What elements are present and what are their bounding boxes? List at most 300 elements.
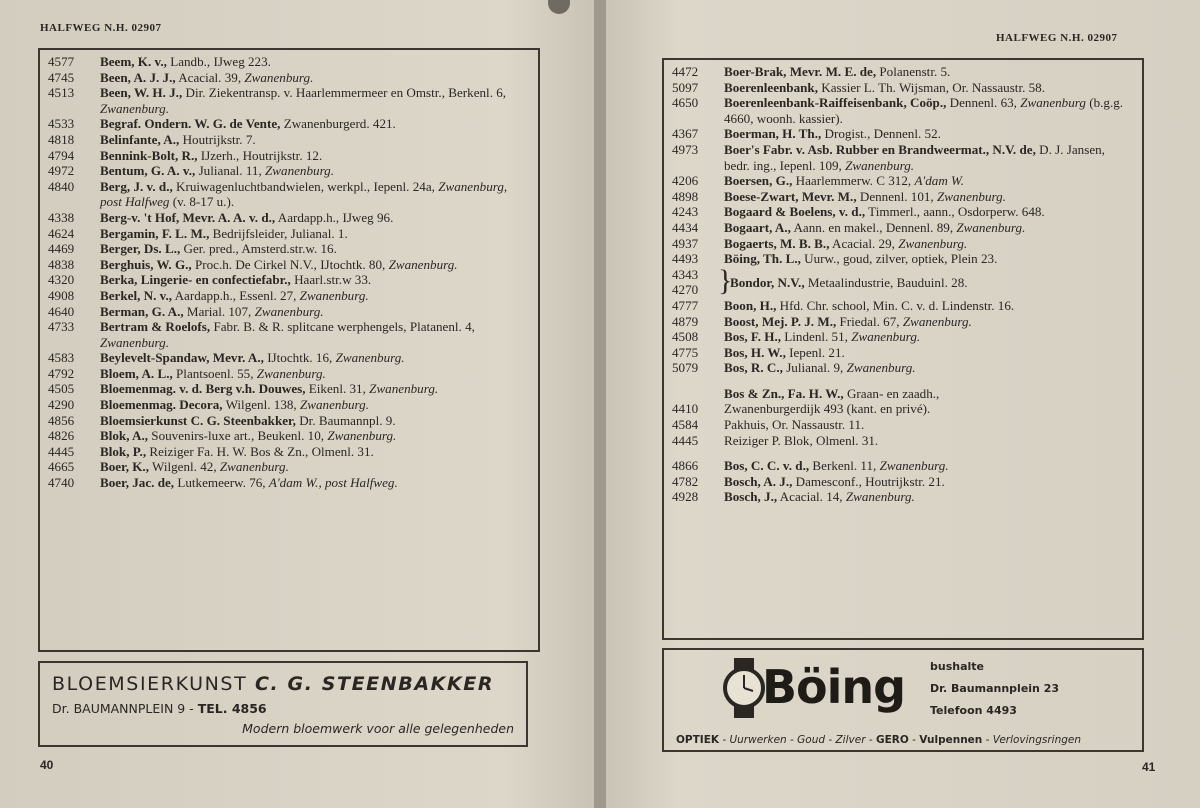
entry-name: Bos, C. C. v. d., — [724, 458, 810, 474]
entry-details: Iepenl. 21. — [785, 344, 845, 360]
directory-entry — [48, 304, 530, 320]
entry-name: Berger, Ds. L., — [100, 241, 181, 257]
entry-text — [724, 126, 1134, 142]
ad-phone: TEL. 4856 — [197, 701, 267, 716]
left-page — [0, 0, 594, 808]
entry-text — [100, 132, 530, 148]
entry-name: Berghuis, W. G., — [100, 256, 192, 272]
entry-details: Aardapp.h., Essenl. 27, — [172, 287, 300, 303]
entry-details: Bedrijfsleider, Julianal. 1. — [209, 225, 348, 241]
phone-number: 4898 — [672, 188, 699, 204]
entry-place: Zwanenburg. — [851, 329, 921, 345]
entry-text — [724, 251, 1134, 267]
entry-name: Bosch, J., — [724, 489, 778, 505]
phone-number: 4650 — [672, 95, 699, 111]
entry-place: A'dam W., post Halfweg. — [268, 475, 398, 491]
entry-name: Boon, H., — [724, 297, 777, 313]
entry-details: Graan- en zaadh., — [843, 385, 940, 401]
entry-name: Bondor, N.V., — [730, 274, 805, 290]
phone-number: 4826 — [48, 428, 75, 444]
entry-details: Drogist., Dennenl. 52. — [821, 126, 941, 142]
entry-place: Zwanenburg. — [256, 365, 326, 381]
entry-details: Timmerl., aann., Osdorperw. 648. — [865, 204, 1045, 220]
entry-text — [100, 475, 530, 491]
running-head-left: HALFWEG N.H. 02907 — [40, 22, 162, 34]
services-mid: - Uurwerken - Goud - Zilver - — [719, 734, 876, 746]
directory-entry — [48, 241, 530, 257]
directory-entry — [672, 433, 1134, 449]
directory-entry — [672, 64, 1134, 80]
entry-name: Blok, A., — [100, 428, 149, 444]
services-end: - Verlovingsringen — [982, 734, 1082, 746]
directory-entry — [48, 319, 530, 350]
entry-name: Boer, K., — [100, 459, 149, 475]
entry-text — [724, 189, 1134, 205]
entry-text — [100, 444, 530, 460]
phone-number: 4794 — [48, 147, 75, 163]
entry-name: Blok, P., — [100, 443, 147, 459]
entry-name: Berman, G. A., — [100, 303, 184, 319]
entry-details: Pakhuis, Or. Nassaustr. 11. — [724, 417, 865, 433]
directory-entry — [672, 204, 1134, 220]
ad-headline-prefix: BLOEMSIERKUNST — [52, 673, 248, 695]
entry-text — [100, 85, 530, 116]
ad-address-text: Dr. BAUMANNPLEIN 9 - — [52, 701, 198, 716]
entry-place: Zwanenburg. — [265, 163, 335, 179]
directory-entry — [672, 220, 1134, 236]
directory-entry — [48, 272, 530, 288]
entry-name: Boer, Jac. de, — [100, 475, 175, 491]
entry-details: Julianal. 11, — [195, 163, 266, 179]
directory-entry — [48, 54, 530, 70]
directory-entry — [48, 397, 530, 413]
directory-entry — [672, 95, 1134, 126]
entry-name: Berka, Lingerie- en confectiefabr., — [100, 272, 291, 288]
phone-number: 4937 — [672, 235, 699, 251]
phone-number: 4513 — [48, 85, 75, 101]
phone-number: 4640 — [48, 303, 75, 319]
entry-text — [724, 64, 1134, 80]
ad-info-phone: Telefoon 4493 — [930, 704, 1017, 717]
phone-number: 4733 — [48, 319, 75, 335]
directory-entry — [672, 189, 1134, 205]
ad-boing — [662, 648, 1144, 752]
entry-name: Belinfante, A., — [100, 131, 180, 147]
directory-entry — [48, 85, 530, 116]
directory-entry — [672, 80, 1134, 96]
directory-entry — [672, 458, 1134, 474]
entry-text — [100, 163, 530, 179]
services-dash: - — [908, 734, 920, 746]
entry-details: Lutkemeerw. 76, — [174, 475, 269, 491]
entry-text — [100, 366, 530, 382]
phone-number: 4533 — [48, 116, 75, 132]
entry-details: Acacial. 14, — [777, 489, 846, 505]
entry-place: Zwanenburg. — [845, 489, 915, 505]
directory-entry — [672, 329, 1134, 345]
entry-details: Marial. 107, — [183, 303, 255, 319]
entry-place: Zwanenburg. — [100, 100, 169, 116]
phone-number: 4973 — [672, 141, 699, 157]
entry-text — [724, 204, 1134, 220]
entry-name: Berkel, N. v., — [100, 287, 173, 303]
phone-number: 4243 — [672, 204, 699, 220]
entry-place: Zwanenburg. — [299, 397, 369, 413]
entry-details: Wilgenl. 138, — [222, 397, 300, 413]
directory-entry — [48, 70, 530, 86]
directory-entry — [48, 210, 530, 226]
entry-details: Polanenstr. 5. — [876, 64, 951, 79]
directory-entry — [672, 401, 1134, 417]
entry-place: Zwanenburg. — [388, 256, 458, 272]
directory-entry — [672, 126, 1134, 142]
page-number-left: 40 — [40, 758, 54, 772]
entry-text — [724, 220, 1134, 236]
directory-entry — [672, 298, 1134, 314]
entry-details: Fabr. B. & R. splitcane werphengels, Platanenl. 4, — [210, 319, 475, 335]
entry-name: Bosch, A. J., — [724, 473, 793, 489]
entry-place: Zwanenburg. — [254, 303, 324, 319]
entry-name: Bogaard & Boelens, v. d., — [724, 204, 866, 220]
phone-number: 5079 — [672, 360, 699, 376]
services-gero: GERO — [875, 734, 909, 746]
ad-boing-info — [930, 656, 1059, 722]
phone-number: 4775 — [672, 344, 699, 360]
entry-text — [724, 474, 1134, 490]
empty-number — [672, 386, 724, 402]
entry-text — [100, 257, 530, 273]
phone-number: 4493 — [672, 251, 699, 267]
entry-details: IJtochtk. 16, — [263, 350, 336, 366]
entry-place: Zwanenburg. — [219, 459, 289, 475]
directory-entry — [48, 413, 530, 429]
directory-entry-paired — [672, 263, 1134, 298]
entry-place: Zwanenburg — [1020, 95, 1086, 111]
entry-text — [100, 304, 530, 320]
entry-text — [724, 80, 1134, 96]
entry-name: Bertram & Roelofs, — [100, 319, 211, 335]
directory-entry — [48, 475, 530, 491]
entry-details: Dr. Baumannpl. 9. — [295, 412, 396, 428]
entry-name: Berg-v. 't Hof, Mevr. A. A. v. d., — [100, 209, 276, 225]
entry-details: Haarlemmerw. C 312, — [792, 173, 915, 189]
entry-text — [724, 142, 1134, 173]
entry-place: Zwanenburg. — [898, 235, 968, 251]
phone-number: 4445 — [48, 443, 75, 459]
directory-entry — [672, 236, 1134, 252]
directory-entry — [672, 489, 1134, 505]
directory-entry — [48, 148, 530, 164]
left-listing — [38, 48, 540, 652]
entry-details: Metaalindustrie, Bauduinl. 28. — [804, 274, 968, 290]
entry-text — [724, 95, 1134, 126]
phone-number: 4508 — [672, 329, 699, 345]
entry-name: Boese-Zwart, Mevr. M., — [724, 188, 857, 204]
entry-place: Zwanenburg. — [244, 69, 314, 85]
entry-details: Haarl.str.w 33. — [290, 272, 372, 288]
entry-text — [100, 148, 530, 164]
entry-name: Boer's Fabr. v. Asb. Rubber en Brandweermat., N.V. de, — [724, 141, 1036, 157]
entry-text — [100, 54, 530, 70]
entry-text — [100, 116, 530, 132]
entry-details: Damesconf., Houtrijkstr. 21. — [792, 473, 945, 489]
entry-name: Beem, K. v., — [100, 54, 167, 69]
entry-text — [100, 288, 530, 304]
entry-place: Zwanenburg. — [879, 458, 949, 474]
phone-number: 4745 — [48, 69, 75, 85]
entry-details: Reiziger P. Blok, Olmenl. 31. — [724, 432, 879, 448]
entry-place: A'dam W. — [914, 173, 965, 189]
phone-number: 4818 — [48, 131, 75, 147]
entry-details: Kassier L. Th. Wijsman, Or. Nassaustr. 58. — [817, 79, 1046, 95]
services-vulpennen: Vulpennen — [919, 734, 983, 746]
entry-name: Bergamin, F. L. M., — [100, 225, 210, 241]
entry-details: Uurw., goud, zilver, optiek, Plein 23. — [800, 251, 998, 267]
entry-place: Zwanenburg. — [100, 334, 169, 350]
book-gutter — [594, 0, 606, 808]
entry-name: Böing, Th. L., — [724, 251, 801, 267]
ad-boing-services — [676, 734, 1134, 746]
entry-details: Aardapp.h., IJweg 96. — [275, 209, 394, 225]
entry-details: Dennenl. 63, — [946, 95, 1021, 111]
entry-name: Bogaart, A., — [724, 219, 791, 235]
entry-name: Bloem, A. L., — [100, 365, 173, 381]
entry-details: Plantsoenl. 55, — [172, 365, 257, 381]
entry-details: Dir. Ziekentransp. v. Haarlemmermeer en Omstr., Berkenl. 6, — [182, 85, 507, 101]
entry-name: Berg, J. v. d., — [100, 178, 173, 194]
directory-entry — [48, 381, 530, 397]
phone-number: 4577 — [48, 54, 75, 69]
directory-entry — [672, 474, 1134, 490]
entry-text — [100, 459, 530, 475]
phone-number: 4343 — [672, 266, 699, 282]
phone-number: 4879 — [672, 313, 699, 329]
entry-place: Zwanenburg. — [846, 360, 916, 376]
directory-entry — [48, 257, 530, 273]
entry-tail: (v. 8-17 u.). — [169, 194, 235, 210]
phone-number: 4928 — [672, 489, 699, 505]
services-optiek: OPTIEK — [676, 734, 719, 746]
entry-details: Acacial. 39, — [175, 69, 245, 85]
entry-place: Zwanenburg, post Halfweg — [100, 178, 508, 210]
entry-details: Lindenl. 51, — [781, 329, 852, 345]
entry-details: IJzerh., Houtrijkstr. 12. — [197, 147, 323, 163]
watch-icon — [720, 658, 768, 718]
entry-text — [724, 489, 1134, 505]
entry-name: Boerman, H. Th., — [724, 126, 822, 142]
phone-number: 4792 — [48, 365, 75, 381]
phone-number: 4838 — [48, 256, 75, 272]
entry-name: Bloemenmag. Decora, — [100, 397, 223, 413]
entry-text — [724, 433, 1134, 449]
entry-name: Bentum, G. A. v., — [100, 163, 196, 179]
entry-name: Begraf. Ondern. W. G. de Vente, — [100, 116, 281, 132]
entry-name: Boerenleenbank-Raiffeisenbank, Coöp., — [724, 95, 947, 111]
phone-number: 4777 — [672, 297, 699, 313]
phone-number: 4338 — [48, 209, 75, 225]
entry-text — [100, 210, 530, 226]
phone-number: 4866 — [672, 458, 699, 474]
entry-name: Bloemsierkunst C. G. Steenbakker, — [100, 412, 296, 428]
directory-entry — [48, 163, 530, 179]
entry-text — [724, 314, 1134, 330]
entry-name: Bennink-Bolt, R., — [100, 147, 198, 163]
entry-details: Proc.h. De Cirkel N.V., IJtochtk. 80, — [191, 256, 389, 272]
ad-info-bushalte: bushalte — [930, 660, 984, 673]
phone-number: 4445 — [672, 432, 699, 448]
entry-details: Souvenirs-luxe art., Beukenl. 10, — [148, 428, 328, 444]
entry-text — [724, 360, 1134, 376]
phone-number: 4434 — [672, 219, 699, 235]
entry-details: Zwanenburgerd. 421. — [280, 116, 396, 132]
phone-number: 4472 — [672, 64, 699, 79]
entry-text — [724, 329, 1134, 345]
directory-entry — [48, 226, 530, 242]
entry-name: Been, A. J. J., — [100, 69, 176, 85]
phone-number: 4782 — [672, 473, 699, 489]
ad-slogan: Modern bloemwerk voor alle gelegenheden — [242, 721, 514, 736]
entry-details: Acacial. 29, — [829, 235, 899, 251]
entry-text — [100, 272, 530, 288]
entry-place: Zwanenburg. — [335, 350, 405, 366]
ad-headline — [52, 673, 494, 695]
directory-entry — [672, 173, 1134, 189]
directory-entry — [672, 142, 1134, 173]
entry-text — [724, 401, 1134, 417]
directory-entry — [672, 360, 1134, 376]
entry-name: Bos & Zn., Fa. H. W., — [724, 385, 844, 401]
entry-name: Bos, H. W., — [724, 344, 786, 360]
entry-text — [724, 236, 1134, 252]
entry-name: Bloemenmag. v. d. Berg v.h. Douwes, — [100, 381, 306, 397]
page-number-right: 41 — [1142, 760, 1156, 774]
entry-name: Boost, Mej. P. J. M., — [724, 313, 837, 329]
phone-number: 4840 — [48, 178, 75, 194]
entry-text — [726, 275, 968, 291]
directory-entry — [48, 116, 530, 132]
ad-info-address: Dr. Baumannplein 23 — [930, 682, 1060, 695]
directory-entry — [48, 350, 530, 366]
entry-name: Bos, F. H., — [724, 329, 781, 345]
entry-text — [100, 226, 530, 242]
phone-number: 4270 — [672, 282, 699, 298]
directory-entry — [672, 251, 1134, 267]
ad-headline-name: C. G. STEENBAKKER — [254, 673, 495, 695]
phone-number: 4972 — [48, 163, 75, 179]
entry-name: Beylevelt-Spandaw, Mevr. A., — [100, 350, 264, 366]
entry-name: Boersen, G., — [724, 173, 793, 189]
entry-text — [100, 70, 530, 86]
entry-details: Friedal. 67, — [836, 313, 903, 329]
entry-place: Zwanenburg. — [369, 381, 439, 397]
group-header — [672, 386, 1134, 402]
phone-number: 4740 — [48, 475, 75, 491]
directory-entry — [672, 417, 1134, 433]
ad-bloemsierkunst — [38, 661, 528, 747]
brace-icon: } — [718, 263, 733, 297]
entry-name: Bos, R. C., — [724, 360, 783, 376]
entry-place: Zwanenburg. — [327, 428, 397, 444]
running-head-right: HALFWEG N.H. 02907 — [996, 32, 1118, 44]
phone-number: 4908 — [48, 287, 75, 303]
entry-details: Dennenl. 101, — [856, 188, 937, 204]
entry-text — [724, 458, 1134, 474]
phone-number: 4410 — [672, 401, 699, 417]
directory-entry — [672, 314, 1134, 330]
entry-tail: (b.g.g. 4660, woonh. kassier). — [724, 95, 1124, 126]
phone-number: 4469 — [48, 241, 75, 257]
boing-logo: Böing — [762, 660, 906, 714]
directory-entry — [48, 179, 530, 210]
entry-text — [724, 386, 1134, 402]
directory-entry — [48, 428, 530, 444]
entry-place: Zwanenburg. — [845, 157, 915, 173]
right-page — [606, 0, 1200, 808]
entry-name: Boer-Brak, Mevr. M. E. de, — [724, 64, 877, 79]
paired-numbers — [672, 267, 718, 298]
phone-number: 4320 — [48, 272, 75, 288]
entry-details: Berkenl. 11, — [809, 458, 880, 474]
directory-entry — [48, 132, 530, 148]
entry-text — [724, 417, 1134, 433]
entry-text — [100, 413, 530, 429]
directory-entry — [672, 345, 1134, 361]
phone-number: 4290 — [48, 397, 75, 413]
entry-name: Boerenleenbank, — [724, 79, 818, 95]
entry-text — [100, 319, 530, 350]
entry-details: Kruiwagenluchtbandwielen, werkpl., Iepenl. 24a, — [172, 178, 439, 194]
entry-details: Reiziger Fa. H. W. Bos & Zn., Olmenl. 31. — [146, 443, 374, 459]
entry-name: Bogaerts, M. B. B., — [724, 235, 830, 251]
entry-place: Zwanenburg. — [299, 287, 369, 303]
phone-number: 4367 — [672, 126, 699, 142]
entry-details: Eikenl. 31, — [305, 381, 370, 397]
entry-details: Aann. en makel., Dennenl. 89, — [790, 219, 957, 235]
phone-number: 4584 — [672, 417, 699, 433]
entry-text — [100, 428, 530, 444]
entry-text — [100, 397, 530, 413]
entry-text — [724, 345, 1134, 361]
entry-details: Julianal. 9, — [782, 360, 847, 376]
entry-text — [100, 381, 530, 397]
entry-text — [724, 298, 1134, 314]
entry-place: Zwanenburg. — [936, 188, 1006, 204]
entry-details: Ger. pred., Amsterd.str.w. 16. — [180, 241, 337, 257]
entry-name: Been, W. H. J., — [100, 85, 183, 101]
right-listing — [662, 58, 1144, 640]
entry-details: Landb., IJweg 223. — [166, 54, 271, 69]
phone-number: 4856 — [48, 412, 75, 428]
entry-details: Hfd. Chr. school, Min. C. v. d. Lindenstr. 16. — [776, 297, 1015, 313]
phone-number: 5097 — [672, 79, 699, 95]
entry-text — [100, 350, 530, 366]
phone-number: 4665 — [48, 459, 75, 475]
entry-text — [100, 241, 530, 257]
phone-number: 4583 — [48, 350, 75, 366]
entry-details: Wilgenl. 42, — [148, 459, 220, 475]
directory-entry — [48, 288, 530, 304]
entry-text — [724, 173, 1134, 189]
entry-details: Houtrijkstr. 7. — [179, 131, 256, 147]
directory-entry — [48, 459, 530, 475]
phone-number: 4624 — [48, 225, 75, 241]
phone-number: 4206 — [672, 173, 699, 189]
entry-details: Zwanenburgerdijk 493 (kant. en privé). — [724, 401, 931, 417]
entry-place: Zwanenburg. — [902, 313, 972, 329]
phone-number: 4505 — [48, 381, 75, 397]
directory-entry — [48, 444, 530, 460]
ad-address — [52, 701, 267, 716]
